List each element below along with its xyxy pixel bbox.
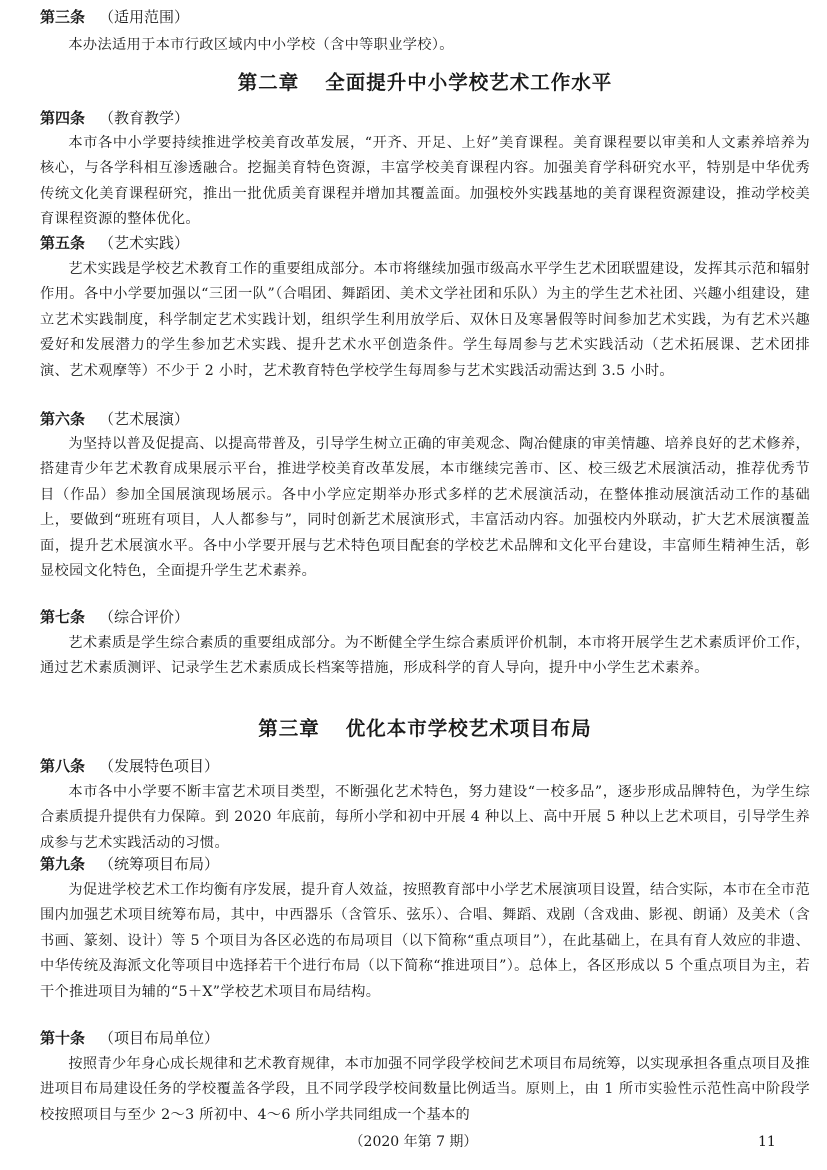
article-9-title: （统筹项目布局） (99, 855, 220, 873)
chapter-3-title: 优化本市学校艺术项目布局 (345, 717, 592, 740)
article-8-title: （发展特色项目） (99, 757, 220, 775)
article-6-heading (40, 408, 810, 430)
article-10-heading (40, 1027, 810, 1049)
article-7-title: （综合评价） (99, 608, 190, 626)
article-8-heading (40, 755, 810, 777)
article-7-number: 第七条 (40, 608, 86, 626)
article-10-number: 第十条 (40, 1029, 86, 1047)
chapter-3-number: 第三章 (258, 717, 320, 740)
article-6-number: 第六条 (40, 410, 86, 428)
article-5-heading (40, 232, 810, 254)
article-9-number: 第九条 (40, 855, 86, 873)
chapter-2-number: 第二章 (237, 71, 300, 94)
article-5-body: 艺术实践是学校艺术教育工作的重要组成部分。本市将继续加强市级高水平学生艺术团联盟建设，发挥其示范和辐射作用。各中小学要加强以“三团一队”（合唱团、舞蹈团、美术文学社团和乐队）为主的学生艺术社团、兴趣小组建设，建立艺术实践制度，科学制定艺术实践计划，组织学生利用放学后、双休日及寒暑假等时间参加艺术实践，为有艺术兴趣爱好和发展潜力的学生参加艺术实践、提升艺术水平创造条件。学生每周参与艺术实践活动（艺术拓展课、艺术团排演、艺术观摩等）不少于 2 小时，艺术教育特色学校学生每周参与艺术实践活动需达到 3.5 小时。 (40, 261, 810, 379)
article-4-number: 第四条 (40, 109, 86, 127)
article-4-body: 本市各中小学要持续推进学校美育改革发展，“开齐、开足、上好”美育课程。美育课程要以审美和人文素养培养为核心，与各学科相互渗透融合。挖掘美育特色资源，丰富学校美育课程内容。加强美育学科研究水平，特别是中华优秀传统文化美育课程研究，推出一批优质美育课程并增加其覆盖面。加强校外实践基地的美育课程资源建设，推动学校美育课程资源的整体优化。 (40, 135, 810, 228)
article-4-heading (40, 107, 810, 129)
article-7-body: 艺术素质是学生综合素质的重要组成部分。为不断健全学生综合素质评价机制，本市将开展学生艺术素质评价工作，通过艺术素质测评、记录学生艺术素质成长档案等措施，形成科学的育人导向，提升中小学生艺术素养。 (40, 635, 810, 677)
article-3-body: 本办法适用于本市行政区域内中小学校（含中等职业学校）。 (68, 37, 454, 53)
chapter-3-heading (40, 714, 810, 744)
article-3-heading (40, 6, 810, 28)
page-number: 11 (758, 1134, 776, 1150)
article-10-body: 按照青少年身心成长规律和艺术教育规律，本市加强不同学段学校间艺术项目布局统筹，以实现承担各重点项目及推进项目布局建设任务的学校覆盖各学段，且不同学段学校间数量比例适当。原则上，由 1 所市实验性示范性高中阶段学校按照项目与至少 2～3 所初中、4～6 所小学共同组成一个基本的 (40, 1056, 810, 1123)
article-3-number: 第三条 (40, 8, 86, 26)
article-4-title: （教育教学） (99, 109, 190, 127)
article-10-title: （项目布局单位） (99, 1029, 220, 1047)
article-5-number: 第五条 (40, 234, 86, 252)
issue-label: （2020 年第 7 期） (349, 1134, 478, 1150)
article-5-title: （艺术实践） (99, 234, 190, 252)
article-6-title: （艺术展演） (99, 410, 190, 428)
article-3-title: （适用范围） (99, 8, 190, 26)
article-9-heading (40, 853, 810, 875)
article-7-heading (40, 606, 810, 628)
article-6-body: 为坚持以普及促提高、以提高带普及，引导学生树立正确的审美观念、陶冶健康的审美情趣、培养良好的艺术修养，搭建青少年艺术教育成果展示平台，推进学校美育改革发展，本市继续完善市、区、校三级艺术展演活动，推荐优秀节目（作品）参加全国展演现场展示。各中小学应定期举办形式多样的艺术展演活动，在整体推动展演活动工作的基础上，要做到“班班有项目，人人都参与”，同时创新艺术展演形式，丰富活动内容。加强校内外联动，扩大艺术展演覆盖面，提升艺术展演水平。各中小学要开展与艺术特色项目配套的学校艺术品牌和文化平台建设，丰富师生精神生活，彰显校园文化特色，全面提升学生艺术素养。 (40, 436, 810, 580)
article-8-number: 第八条 (40, 757, 86, 775)
article-9-body: 为促进学校艺术工作均衡有序发展，提升育人效益，按照教育部中小学艺术展演项目设置，结合实际，本市在全市范围内加强艺术项目统筹布局，其中，中西器乐（含管乐、弦乐）、合唱、舞蹈、戏剧（含戏曲、影视、朗诵）及美术（含书画、篆刻、设计）等 5 个项目为各区必选的布局项目（以下简称“重点项目”），在此基础上，在具有育人效应的非遗、中华传统及海派文化等项目中选择若干个进行布局（以下简称“推进项目”）。总体上，各区形成以 5 个重点项目为主，若干个推进项目为辅的“5＋X”学校艺术项目布局结构。 (40, 882, 810, 1000)
article-8-body: 本市各中小学要不断丰富艺术项目类型，不断强化艺术特色，努力建设“一校多品”，逐步形成品牌特色，为学生综合素质提升提供有力保障。到 2020 年底前，每所小学和初中开展 4 种以上、高中开展 5 种以上艺术项目，引导学生养成参与艺术实践活动的习惯。 (40, 784, 810, 851)
chapter-2-heading (40, 68, 810, 98)
chapter-2-title: 全面提升中小学校艺术工作水平 (325, 71, 613, 94)
